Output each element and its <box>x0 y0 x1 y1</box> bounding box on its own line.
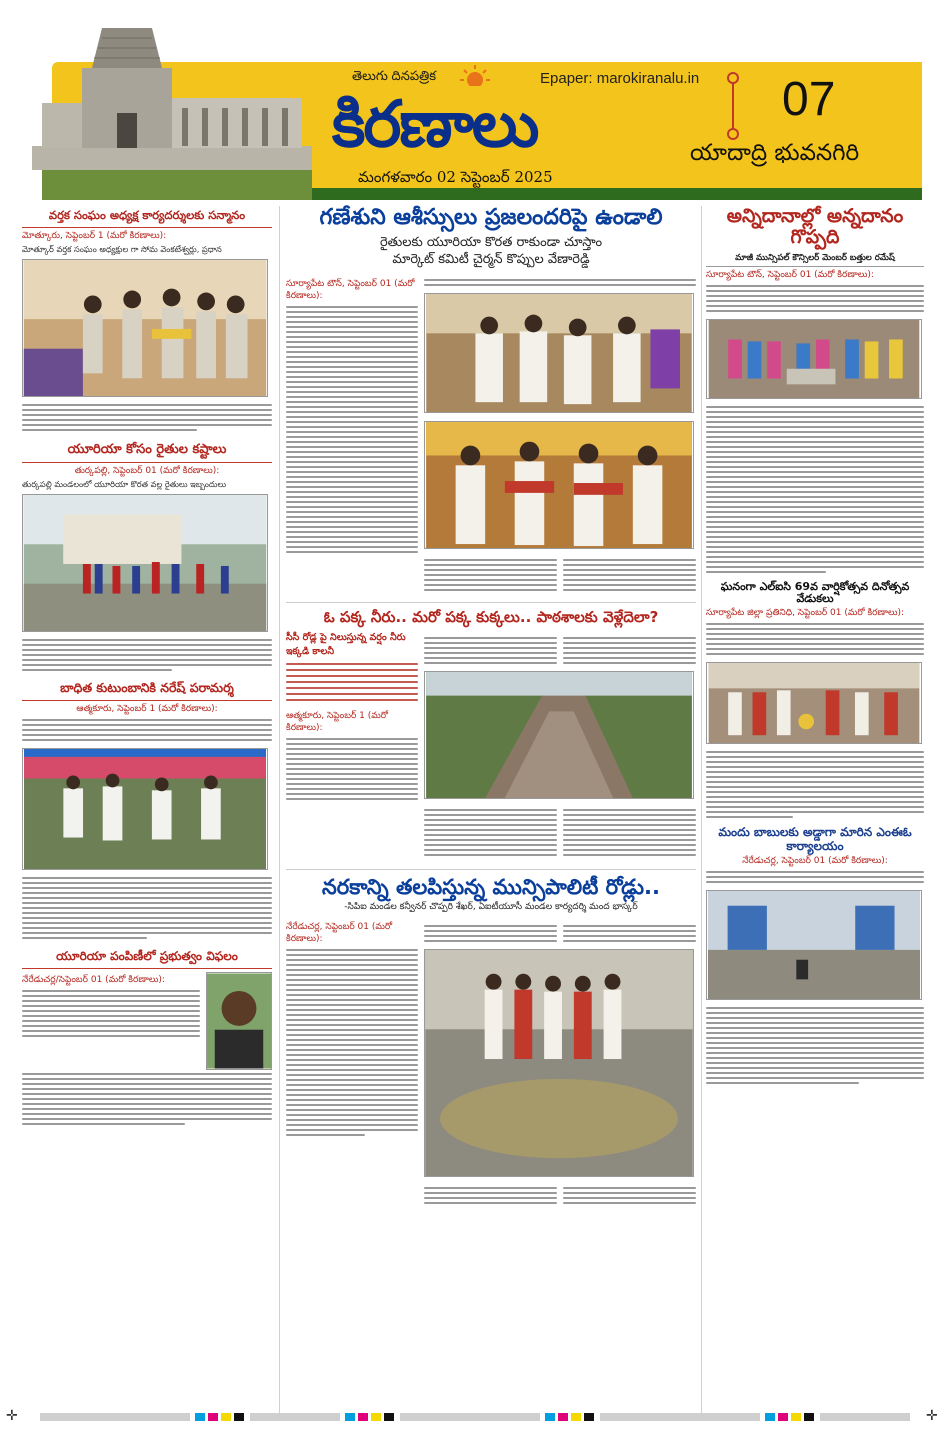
story-body <box>22 990 200 1037</box>
story-urea-distribution <box>22 947 272 1125</box>
divider-dot-icon <box>727 128 739 140</box>
story-headline: బాధిత కుటుంబానికి నరేష్ పరామర్శ <box>22 679 272 701</box>
story-dateline: ఆత్మకూరు, సెప్టెంబర్ 1 (మరో కిరణాలు): <box>76 704 218 714</box>
sun-logo-icon <box>460 64 490 86</box>
story-highlight: సీసీ రోడ్ల పై నిలుస్తున్న వర్షం నీరు ఇక్కడి కాలనీ <box>286 632 406 658</box>
waterlogged-road-photo <box>424 671 694 799</box>
story-ganesh-blessings <box>286 206 696 594</box>
felicitation-photo <box>22 259 268 397</box>
story-municipal-roads <box>286 869 696 1207</box>
masthead <box>22 28 922 200</box>
story-dateline: సూర్యాపేట జిల్లా ప్రతినిధి, సెప్టెంబర్ 01 (మరో కిరణాలు): <box>706 608 905 619</box>
story-dateline: నేరేడుచర్ల, సెప్టెంబర్ 01 (మరో కిరణాలు): <box>742 855 888 866</box>
divider-dot-icon <box>727 72 739 84</box>
story-body <box>706 1007 924 1084</box>
story-body <box>22 404 272 431</box>
story-headline: యూరియా కోసం రైతుల కష్టాలు <box>22 441 272 463</box>
story-subhead: మాజీ మున్సిపల్ కౌన్సిలర్ మెంబర్ బత్తుల రమేష్ <box>706 254 924 267</box>
story-body <box>22 877 272 939</box>
portrait-photo <box>206 972 272 1070</box>
story-subhead: మార్కెట్ కమిటీ చైర్మన్ కొప్పుల వేణారెడ్డి <box>392 252 590 268</box>
epaper-url[interactable]: Epaper: marokiranalu.in <box>540 70 700 87</box>
story-body <box>286 738 418 800</box>
temple-illustration <box>22 28 322 200</box>
story-headline: ఘనంగా ఎల్ఐసి 69వ వార్షికోత్సవ దినోత్సవ వేడుకలు <box>720 580 910 606</box>
story-dateline: నేరేడుచర్ల, సెప్టెంబర్ 01 (మరో కిరణాలు): <box>286 922 393 945</box>
story-body <box>706 285 924 312</box>
page-number: 07 <box>782 73 836 126</box>
middle-column <box>286 206 696 1416</box>
condolence-photo <box>22 748 268 870</box>
story-dateline: తుర్కపల్లి, సెప్టెంబర్ 01 (మరో కిరణాలు): <box>74 466 220 476</box>
story-felicitation <box>22 206 272 431</box>
lic-celebration-photo <box>706 662 922 744</box>
story-body <box>424 922 557 945</box>
ganesh-puja-photo <box>424 293 694 413</box>
story-headline: గణేశుని ఆశీస్సులు ప్రజలందరిపై ఉండాలి <box>319 205 663 230</box>
story-body <box>706 871 924 883</box>
story-headline: వర్తక సంఘం అధ్యక్ష కార్యదర్శులకు సన్మానం <box>22 206 272 228</box>
story-body <box>424 556 557 594</box>
story-dateline: నేరేడుచర్ల/సెప్టెంబర్ 01 (మరో కిరణాలు): <box>22 975 165 985</box>
meo-office-photo <box>706 890 922 1000</box>
food-distribution-photo <box>706 319 922 399</box>
farmers-queue-photo <box>22 494 268 632</box>
story-body <box>22 719 272 741</box>
story-meo-office <box>706 826 924 1083</box>
registration-mark-icon: ✛ <box>926 1408 938 1424</box>
story-dateline: సూర్యాపేట టౌన్, సెప్టెంబర్ 01 (మరో కిరణాలు): <box>286 278 415 301</box>
registration-mark-icon: ✛ <box>6 1408 18 1424</box>
story-dateline: ఆత్మకూరు, సెప్టెంబర్ 1 (మరో కిరణాలు): <box>286 711 389 734</box>
story-body <box>424 1184 557 1207</box>
story-body <box>706 406 924 573</box>
column-divider <box>701 206 702 1416</box>
newspaper-logo: కిరణాలు <box>332 88 538 162</box>
edition-date: మంగళవారం 02 సెప్టెంబర్ 2025 <box>358 168 553 186</box>
district-name: యాదాద్రి భువనగిరి <box>690 140 860 166</box>
story-dateline: మోత్కూరు, సెప్టెంబర్ 1 (మరో కిరణాలు): <box>22 231 167 241</box>
masthead-tagline: తెలుగు దినపత్రిక <box>352 68 437 83</box>
story-headline: ఓ పక్క నీరు.. మరో పక్క కుక్కలు.. పాఠశాలకు వెళ్లేదెలా? <box>323 607 659 626</box>
story-lead: మోత్కూర్ వర్తక సంఘం అధ్యక్షుల గా సోమ వెంకటేశ్వర్లు, ప్రధాన <box>22 244 222 254</box>
story-subhead: -సిపిఐ మండల కన్వీనర్ చొప్పరి శేఖర్, ఏఐటీయూసీ మండల కార్యదర్శి మంద భాస్కర్ <box>344 902 638 913</box>
story-body <box>22 1073 272 1125</box>
story-condolence <box>22 679 272 939</box>
story-dateline: సూర్యాపేట టౌన్, సెప్టెంబర్ 01 (మరో కిరణాలు): <box>706 270 874 281</box>
story-body <box>424 806 557 859</box>
story-urea-shortage <box>22 441 272 671</box>
story-lic-anniversary <box>706 581 924 818</box>
damaged-road-photo <box>424 949 694 1177</box>
story-body <box>424 634 557 667</box>
story-headline: నరకాన్ని తలపిస్తున్న మున్సిపాలిటీ రోడ్లు.. <box>322 875 660 900</box>
story-headline: అన్నిదానాల్లో అన్నదానం గొప్పది <box>726 205 904 248</box>
story-headline: యూరియా పంపిణీలో ప్రభుత్వం విఫలం <box>22 947 272 969</box>
story-body <box>286 306 418 553</box>
story-body <box>286 949 418 1136</box>
story-school-road <box>286 602 696 860</box>
story-body <box>706 623 924 655</box>
story-body <box>563 1184 696 1207</box>
right-column <box>706 206 924 1416</box>
left-column <box>22 206 272 1416</box>
story-body <box>424 279 696 286</box>
story-highlight-lines <box>286 663 418 701</box>
story-body <box>563 922 696 945</box>
felicitation-photo <box>424 421 694 549</box>
story-lead: తుర్కపల్లి మండలంలో యూరియా కొరత వల్ల రైతులు ఇబ్బందులు <box>22 479 227 489</box>
story-body <box>563 806 696 859</box>
column-divider <box>279 206 280 1416</box>
story-headline: మందు బాబులకు అడ్డాగా మారిన ఎంఈఓ కార్యాలయం <box>718 825 912 853</box>
story-body <box>563 634 696 667</box>
story-body <box>706 751 924 818</box>
story-subhead: రైతులకు యూరియా కొరత రాకుండా చూస్తాం <box>379 235 603 251</box>
story-body <box>22 639 272 671</box>
color-registration-bar <box>0 1410 945 1424</box>
story-annadanam <box>706 206 924 573</box>
story-body <box>563 556 696 594</box>
